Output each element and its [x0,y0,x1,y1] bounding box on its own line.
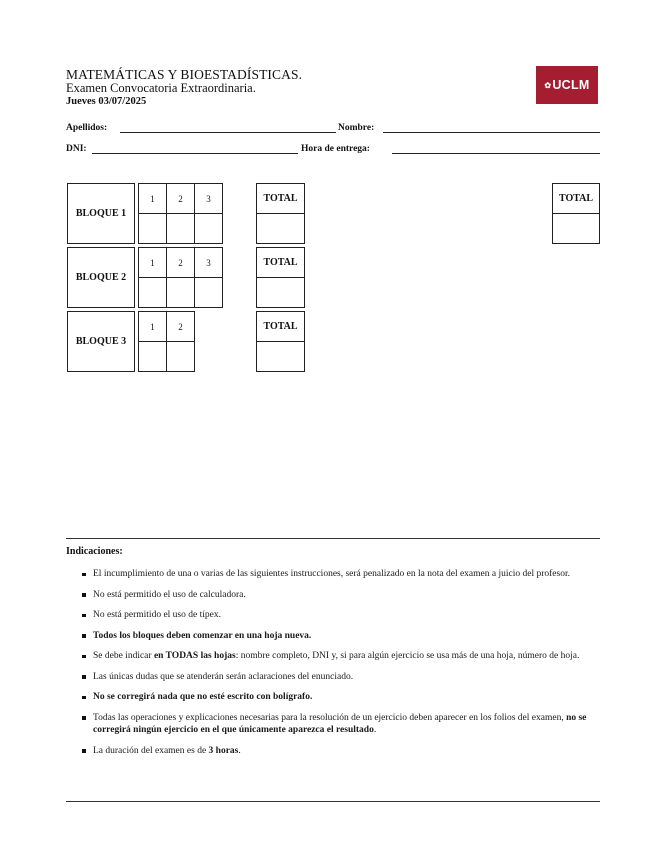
instruction-item [82,589,602,602]
uclm-logo [536,66,598,104]
bloque-1-exercise-1-header: 1 [138,183,167,214]
bloque-3-exercise-2-grade[interactable] [166,341,195,372]
bloque-3-total-grade[interactable] [256,341,305,372]
final-total-grade[interactable] [552,213,600,244]
bloque-2-exercise-1-grade[interactable] [138,277,167,308]
bloque-1-exercise-1-grade[interactable] [138,213,167,244]
instruction-text: : nombre completo, DNI y, si para algún ejercicio se usa más de una hoja, número de hoja. [235,651,580,661]
final-total-label: TOTAL [552,183,600,214]
instruction-bold-text: No se corregirá nada que no esté escrito con bolígrafo. [93,692,313,702]
instruction-text: No está permitido el uso de calculadora. [93,589,246,600]
instructions-title: Indicaciones: [66,546,123,557]
instruction-item [82,630,602,643]
bloque-2-exercise-3-header: 3 [194,247,223,278]
hora-entrega-label: Hora de entrega: [301,144,370,154]
hora-entrega-field[interactable] [392,153,600,154]
exam-subtitle: Examen Convocatoria Extraordinaria. [66,81,256,95]
instruction-text: . [373,725,377,735]
bloque-2-exercise-2-header: 2 [166,247,195,278]
instruction-item [82,671,602,684]
bloque-2-total-grade[interactable] [256,277,305,308]
uclm-mark-icon: ✿ [544,80,552,90]
bloque-3-total-label: TOTAL [256,311,305,342]
bloque-1-total-grade[interactable] [256,213,305,244]
bloque-1-label: BLOQUE 1 [67,183,135,244]
bloque-1-exercise-2-grade[interactable] [166,213,195,244]
instruction-bold-text: Todos los bloques deben comenzar en una hoja nueva. [93,630,312,641]
dni-label: DNI: [66,144,87,154]
instruction-text: . [238,745,241,756]
instruction-bold-text: 3 horas [208,745,239,756]
nombre-field[interactable] [383,132,600,133]
bloque-2-exercise-3-grade[interactable] [194,277,223,308]
bloque-1-exercise-2-header: 2 [166,183,195,214]
bloque-3-exercise-1-grade[interactable] [138,341,167,372]
dni-field[interactable] [92,153,298,154]
bloque-3-exercise-2-header: 2 [166,311,195,342]
instruction-text: Todas las operaciones y explicaciones necesarias para la resolución de un ejercicio deben aparecer en los folios del examen, [93,712,567,723]
instruction-bold-text: en TODAS las hojas [153,651,236,661]
instruction-item [82,712,602,737]
bloque-2-exercise-2-grade[interactable] [166,277,195,308]
instruction-item [82,609,602,622]
instruction-bold-text: no se corregirá ningún ejercicio en el que únicamente aparezca el resultado [93,712,587,735]
exam-date: Jueves 03/07/2025 [66,96,147,107]
instruction-item [82,568,602,581]
bloque-2-label: BLOQUE 2 [67,247,135,308]
nombre-label: Nombre: [338,123,375,133]
instruction-text: Se debe indicar [93,651,154,661]
instructions-bottom-divider [66,801,600,802]
bloque-2-exercise-1-header: 1 [138,247,167,278]
instruction-item [82,691,602,704]
instructions-list [82,568,602,765]
apellidos-field[interactable] [120,132,336,133]
instruction-item [82,745,602,758]
bloque-1-exercise-3-grade[interactable] [194,213,223,244]
instruction-text: El incumplimiento de una o varias de las siguientes instrucciones, será penalizado en la nota del examen a juicio del profesor. [93,569,570,579]
instruction-text: Las únicas dudas que se atenderán serán aclaraciones del enunciado. [93,671,354,682]
bloque-2-total-label: TOTAL [256,247,305,278]
bloque-3-exercise-1-header: 1 [138,311,167,342]
apellidos-label: Apellidos: [66,123,108,133]
uclm-logo-text: UCLM [552,78,590,92]
instruction-item [82,650,602,663]
exam-title: MATEMÁTICAS Y BIOESTADÍSTICAS. [66,67,303,82]
bloque-1-total-label: TOTAL [256,183,305,214]
bloque-3-label: BLOQUE 3 [67,311,135,372]
bloque-1-exercise-3-header: 3 [194,183,223,214]
instruction-text: La duración del examen es de [93,745,209,756]
instructions-top-divider [66,538,600,539]
instruction-text: No está permitido el uso de típex. [93,610,221,620]
